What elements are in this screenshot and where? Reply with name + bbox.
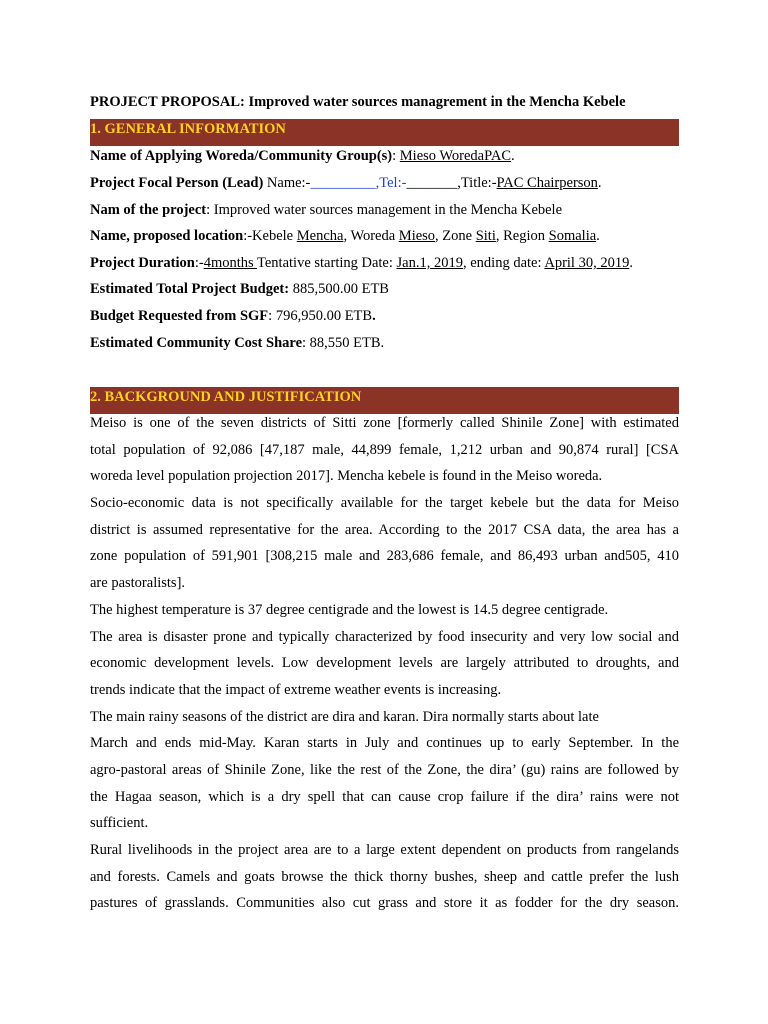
duration-value: 4months: [203, 255, 258, 271]
sgf-budget-end: .: [372, 308, 376, 324]
focal-name-prefix: Name:-: [263, 175, 311, 191]
focal-tel-blank: _______: [406, 175, 458, 191]
body-line: trends indicate that the impact of extreme weather events is increasing.: [90, 681, 502, 698]
body-line: sufficient.: [90, 815, 149, 832]
background-body: [90, 410, 679, 917]
body-line: the Hagaa season, which is a dry spell that can cause crop failure if the dira’ rains were not: [90, 788, 679, 805]
location-zone: Siti: [475, 228, 496, 244]
project-name-line: [90, 200, 679, 220]
location-prefix: :-Kebele: [243, 228, 297, 244]
sgf-budget-line: [90, 306, 679, 326]
body-line: pastures of grasslands. Communities also cut grass and store it as fodder for the dry season.: [90, 895, 679, 912]
start-date-prefix: Tentative starting Date:: [257, 255, 397, 271]
total-budget-label: Estimated Total Project Budget:: [90, 281, 290, 297]
body-line: and forests. Camels and goats browse the thick thorny bushes, sheep and cattle prefer the lush: [90, 868, 679, 885]
document-title: PROJECT PROPOSAL: Improved water sources managrement in the Mencha Kebele: [90, 94, 626, 110]
location-end: .: [596, 228, 600, 244]
body-line: March and ends mid-May. Karan starts in July and continues up to early September. In the: [90, 735, 679, 752]
location-line: [90, 226, 679, 246]
location-region-prefix: , Region: [495, 228, 549, 244]
applicant-end: .: [511, 148, 515, 164]
sgf-budget-value: : 796,950.00 ETB: [268, 308, 373, 324]
focal-tel: ,Tel:-: [375, 175, 407, 191]
applicant-line: [90, 146, 679, 166]
focal-end: .: [597, 175, 602, 191]
project-name-value: : Improved water sources management in the Mencha Kebele: [206, 202, 563, 218]
body-line: economic development levels. Low development levels are largely attributed to droughts, and: [90, 655, 679, 672]
end-date-prefix: , ending date:: [463, 255, 545, 271]
project-name-label: Nam of the project: [90, 202, 207, 218]
section-heading-text: 1. GENERAL INFORMATION: [90, 121, 286, 137]
applicant-label: Name of Applying Woreda/Community Group(s): [90, 148, 393, 164]
body-line: zone population of 591,901 [308,215 male and 283,686 female, and 86,493 urban and505, 410: [90, 548, 679, 565]
body-line: The area is disaster prone and typically characterized by food insecurity and very low social and: [90, 628, 679, 645]
focal-title-value: PAC Chairperson: [496, 175, 598, 191]
total-budget-value: 885,500.00 ETB: [289, 281, 389, 297]
duration-prefix: :-: [194, 255, 204, 271]
section-heading-general-information: [90, 119, 679, 146]
body-line: The highest temperature is 37 degree centigrade and the lowest is 14.5 degree centigrade.: [90, 601, 609, 618]
focal-person-line: [90, 173, 679, 193]
location-zone-prefix: , Zone: [435, 228, 476, 244]
duration-line: [90, 253, 679, 273]
focal-person-label: Project Focal Person (Lead): [90, 175, 264, 191]
location-kebele: Mencha: [296, 228, 344, 244]
total-budget-line: [90, 279, 679, 299]
location-woreda: Mieso: [398, 228, 436, 244]
body-line: Rural livelihoods in the project area are to a large extent dependent on products from rangelands: [90, 842, 679, 858]
body-line: total population of 92,086 [47,187 male, 44,899 female, 1,212 urban and 90,874 rural] [CSA: [90, 441, 679, 458]
body-line: district is assumed representative for the area. According to the 2017 CSA data, the area has a: [90, 521, 679, 538]
body-line: Meiso is one of the seven districts of Sitti zone [formerly called Shinile Zone] with estimated: [90, 415, 679, 431]
body-line: woreda level population projection 2017]. Mencha kebele is found in the Meiso woreda.: [90, 468, 603, 485]
applicant-value: Mieso WoredaPAC: [399, 148, 511, 164]
section-heading-text: 2. BACKGROUND AND JUSTIFICATION: [90, 389, 362, 405]
duration-label: Project Duration: [90, 255, 195, 271]
community-cost-value: : 88,550 ETB.: [302, 335, 385, 351]
end-date-end: .: [629, 255, 633, 271]
location-region: Somalia: [548, 228, 597, 244]
sgf-budget-label: Budget Requested from SGF: [90, 308, 269, 324]
body-line: agro-pastoral areas of Shinile Zone, like the rest of the Zone, the dira’ (gu) rains are followed by: [90, 761, 679, 778]
body-line: are pastoralists].: [90, 575, 186, 592]
community-cost-line: [90, 333, 679, 353]
community-cost-label: Estimated Community Cost Share: [90, 335, 302, 351]
end-date-value: April 30, 2019: [544, 255, 630, 271]
body-line: Socio-economic data is not specifically available for the target kebele but the data for Meiso: [90, 495, 679, 512]
body-line: The main rainy seasons of the district are dira and karan. Dira normally starts about late: [90, 708, 599, 725]
applicant-sep: :: [392, 148, 400, 164]
focal-title-prefix: ,Title:-: [457, 175, 497, 191]
focal-name-blank: _________: [310, 175, 376, 191]
location-woreda-prefix: , Woreda: [343, 228, 399, 244]
location-label: Name, proposed location: [90, 228, 244, 244]
start-date-value: Jan.1, 2019: [396, 255, 463, 271]
